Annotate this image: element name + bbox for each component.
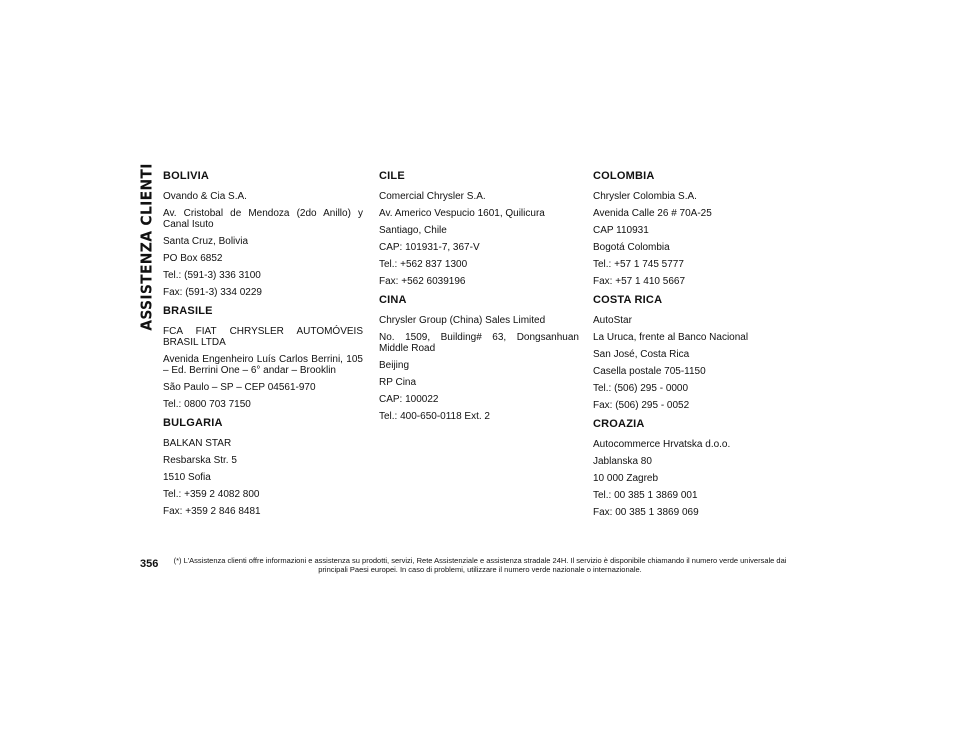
section-side-tab — [136, 163, 158, 331]
country-section — [163, 170, 363, 298]
contact-line: Avenida Calle 26 # 70A-25 — [593, 208, 712, 219]
contact-line: Av. Americo Vespucio 1601, Quilicura — [379, 208, 545, 219]
contact-line: Santa Cruz, Bolivia — [163, 236, 249, 247]
contact-line: Jablanska 80 — [593, 456, 652, 467]
contact-line: PO Box 6852 — [163, 253, 223, 264]
contact-line: Chrysler Colombia S.A. — [593, 191, 697, 202]
country-heading: BRASILE — [163, 305, 213, 317]
country-section — [163, 305, 363, 410]
country-heading: CILE — [379, 170, 405, 182]
contact-line: 10 000 Zagreb — [593, 473, 659, 484]
country-heading: CINA — [379, 294, 407, 306]
contact-line: Fax: +57 1 410 5667 — [593, 276, 686, 287]
contact-line: CAP: 100022 — [379, 394, 439, 405]
country-section — [379, 294, 579, 422]
contact-line: 1510 Sofia — [163, 472, 211, 483]
country-heading: COSTA RICA — [593, 294, 663, 306]
country-heading: CROAZIA — [593, 418, 645, 430]
contact-line: La Uruca, frente al Banco Nacional — [593, 332, 749, 343]
contact-line: No. 1509, Building# 63, Dongsanhuan Middle Road — [379, 332, 579, 354]
contact-line: CAP: 101931-7, 367-V — [379, 242, 480, 253]
contact-line: Tel.: 400-650-0118 Ext. 2 — [379, 411, 490, 422]
country-section — [593, 294, 793, 411]
contact-line: Fax: +562 6039196 — [379, 276, 466, 287]
contact-line: Tel.: (506) 295 - 0000 — [593, 383, 689, 394]
country-heading: BOLIVIA — [163, 170, 210, 182]
contact-line: Beijing — [379, 360, 410, 371]
contact-line: AutoStar — [593, 315, 632, 326]
contact-line: Tel.: +562 837 1300 — [379, 259, 468, 270]
contact-line: Fax: (506) 295 - 0052 — [593, 400, 690, 411]
country-section — [593, 170, 793, 287]
contact-line: Tel.: 0800 703 7150 — [163, 399, 251, 410]
contact-line: Av. Cristobal de Mendoza (2do Anillo) y Canal Isuto — [163, 208, 363, 230]
contact-line: Fax: +359 2 846 8481 — [163, 506, 261, 517]
contact-line: Ovando & Cia S.A. — [163, 191, 247, 202]
country-section — [593, 418, 793, 518]
column-3 — [593, 170, 793, 525]
contact-line: Santiago, Chile — [379, 225, 447, 236]
contact-line: BALKAN STAR — [163, 438, 232, 449]
column-2 — [379, 170, 579, 429]
contact-line: CAP 110931 — [593, 225, 649, 236]
contact-line: Tel.: (591-3) 336 3100 — [163, 270, 261, 281]
country-heading: COLOMBIA — [593, 170, 655, 182]
contact-line: Autocommerce Hrvatska d.o.o. — [593, 439, 731, 450]
contact-line: Fax: (591-3) 334 0229 — [163, 287, 262, 298]
contact-line: Tel.: +57 1 745 5777 — [593, 259, 684, 270]
footnote: (*) L'Assistenza clienti offre informazioni e assistenza su prodotti, servizi, Rete Assistenziale e assistenza stradale 24H. Il servizio è disponibile chiamando il numero verde universale dai principali Paesi europei. In caso di problemi, utilizzare il numero verde nazionale o internazionale. — [173, 556, 787, 574]
contact-line: Avenida Engenheiro Luís Carlos Berrini, 105 – Ed. Berrini One – 6° andar – Brooklin — [163, 354, 363, 376]
country-section — [379, 170, 579, 287]
contact-line: RP Cina — [379, 377, 417, 388]
country-heading: BULGARIA — [163, 417, 223, 429]
page-number: 356 — [140, 558, 159, 570]
contact-line: FCA FIAT CHRYSLER AUTOMÓVEIS BRASIL LTDA — [163, 326, 363, 348]
column-1 — [163, 170, 363, 524]
contact-line: Casella postale 705-1150 — [593, 366, 706, 377]
side-tab-label: ASSISTENZA CLIENTI — [138, 163, 157, 331]
country-section — [163, 417, 363, 517]
contact-line: Fax: 00 385 1 3869 069 — [593, 507, 699, 518]
contact-line: San José, Costa Rica — [593, 349, 690, 360]
contact-line: Tel.: 00 385 1 3869 001 — [593, 490, 698, 501]
contact-line: São Paulo – SP – CEP 04561-970 — [163, 382, 316, 393]
contact-line: Tel.: +359 2 4082 800 — [163, 489, 260, 500]
contact-line: Bogotá Colombia — [593, 242, 670, 253]
contact-line: Chrysler Group (China) Sales Limited — [379, 315, 546, 326]
contact-line: Resbarska Str. 5 — [163, 455, 237, 466]
contact-line: Comercial Chrysler S.A. — [379, 191, 486, 202]
